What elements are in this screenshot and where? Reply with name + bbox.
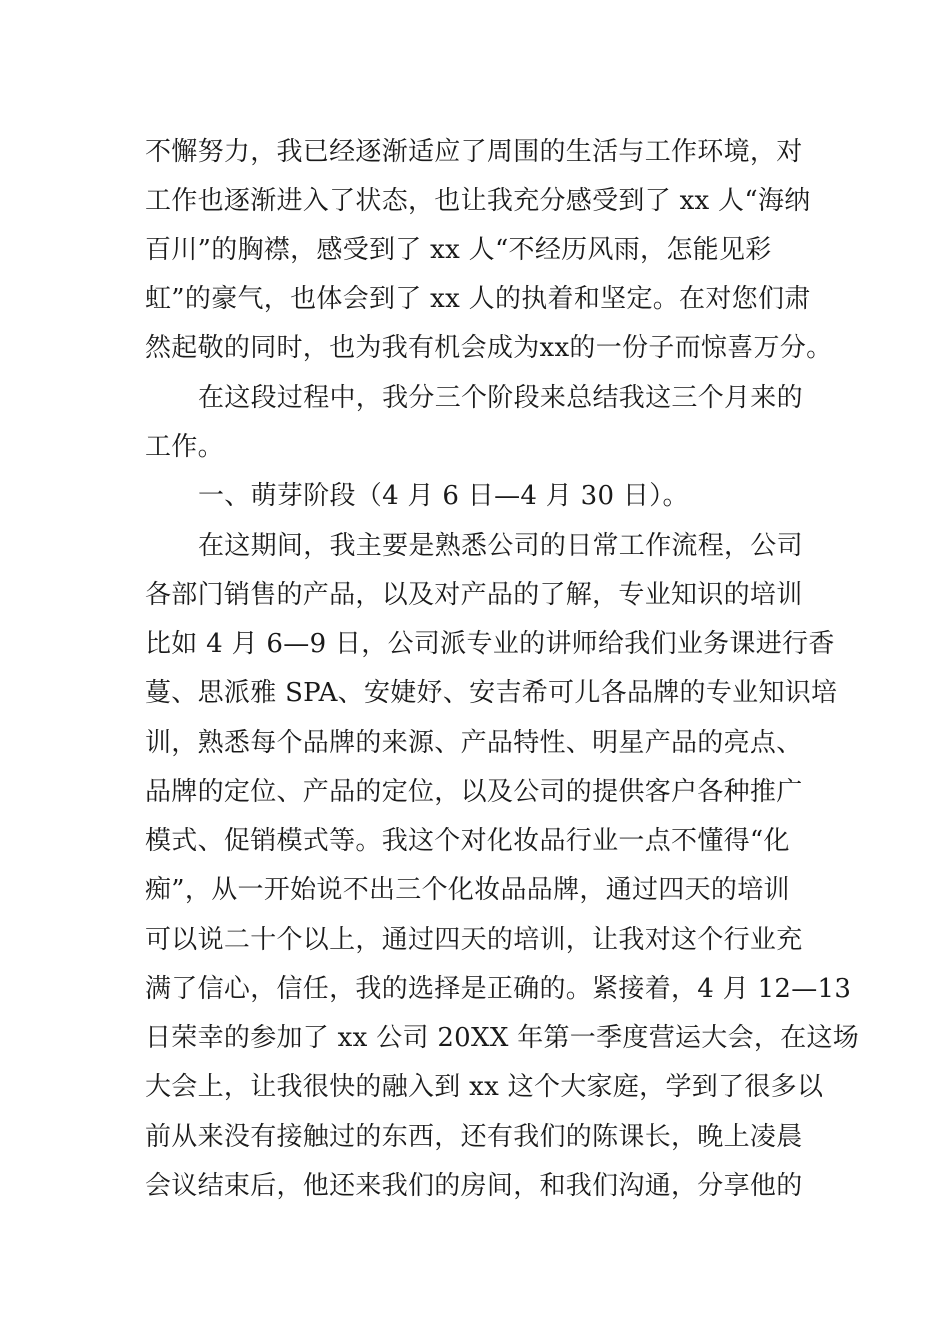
text-line: 不懈努力，我已经逐渐适应了周围的生活与工作环境，对 [145, 137, 803, 167]
text-line: 百川”的胸襟，感受到了 xx 人“不经历风雨，怎能见彩 [145, 235, 772, 265]
text-line: 痴”，从一开始说不出三个化妆品品牌，通过四天的培训 [145, 875, 790, 905]
text-line: 前从来没有接触过的东西，还有我们的陈课长，晚上凌晨 [145, 1122, 803, 1152]
text-line: 日荣幸的参加了 xx 公司 20XX 年第一季度营运大会，在这场 [145, 1023, 860, 1053]
text-line: 可以说二十个以上，通过四天的培训，让我对这个行业充 [145, 925, 803, 955]
text-line: 然起敬的同时，也为我有机会成为xx的一份子而惊喜万分。 [145, 333, 833, 363]
paragraph-first-line: 在这段过程中，我分三个阶段来总结我这三个月来的 [198, 383, 803, 413]
text-line: 各部门销售的产品，以及对产品的了解，专业知识的培训 [145, 580, 803, 610]
text-line: 品牌的定位、产品的定位，以及公司的提供客户各种推广 [145, 777, 803, 807]
text-line: 训，熟悉每个品牌的来源、产品特性、明星产品的亮点、 [145, 728, 803, 758]
text-line: 满了信心，信任，我的选择是正确的。紧接着，4 月 12—13 [145, 974, 852, 1004]
text-line: 工作也逐渐进入了状态，也让我充分感受到了 xx 人“海纳 [145, 186, 811, 216]
text-line: 模式、促销模式等。我这个对化妆品行业一点不懂得“化 [145, 826, 790, 856]
text-line: 大会上，让我很快的融入到 xx 这个大家庭，学到了很多以 [145, 1072, 824, 1102]
text-line: 会议结束后，他还来我们的房间，和我们沟通，分享他的 [145, 1171, 803, 1201]
text-line: 工作。 [145, 432, 224, 462]
paragraph-first-line: 在这期间，我主要是熟悉公司的日常工作流程，公司 [198, 531, 803, 561]
section-heading: 一、萌芽阶段（4 月 6 日—4 月 30 日）。 [198, 481, 689, 511]
text-line: 比如 4 月 6—9 日，公司派专业的讲师给我们业务课进行香 [145, 629, 835, 659]
text-line: 蔓、思派雅 SPA、安婕妤、安吉希可儿各品牌的专业知识培 [145, 678, 838, 708]
text-line: 虹”的豪气，也体会到了 xx 人的执着和坚定。在对您们肃 [145, 284, 811, 314]
